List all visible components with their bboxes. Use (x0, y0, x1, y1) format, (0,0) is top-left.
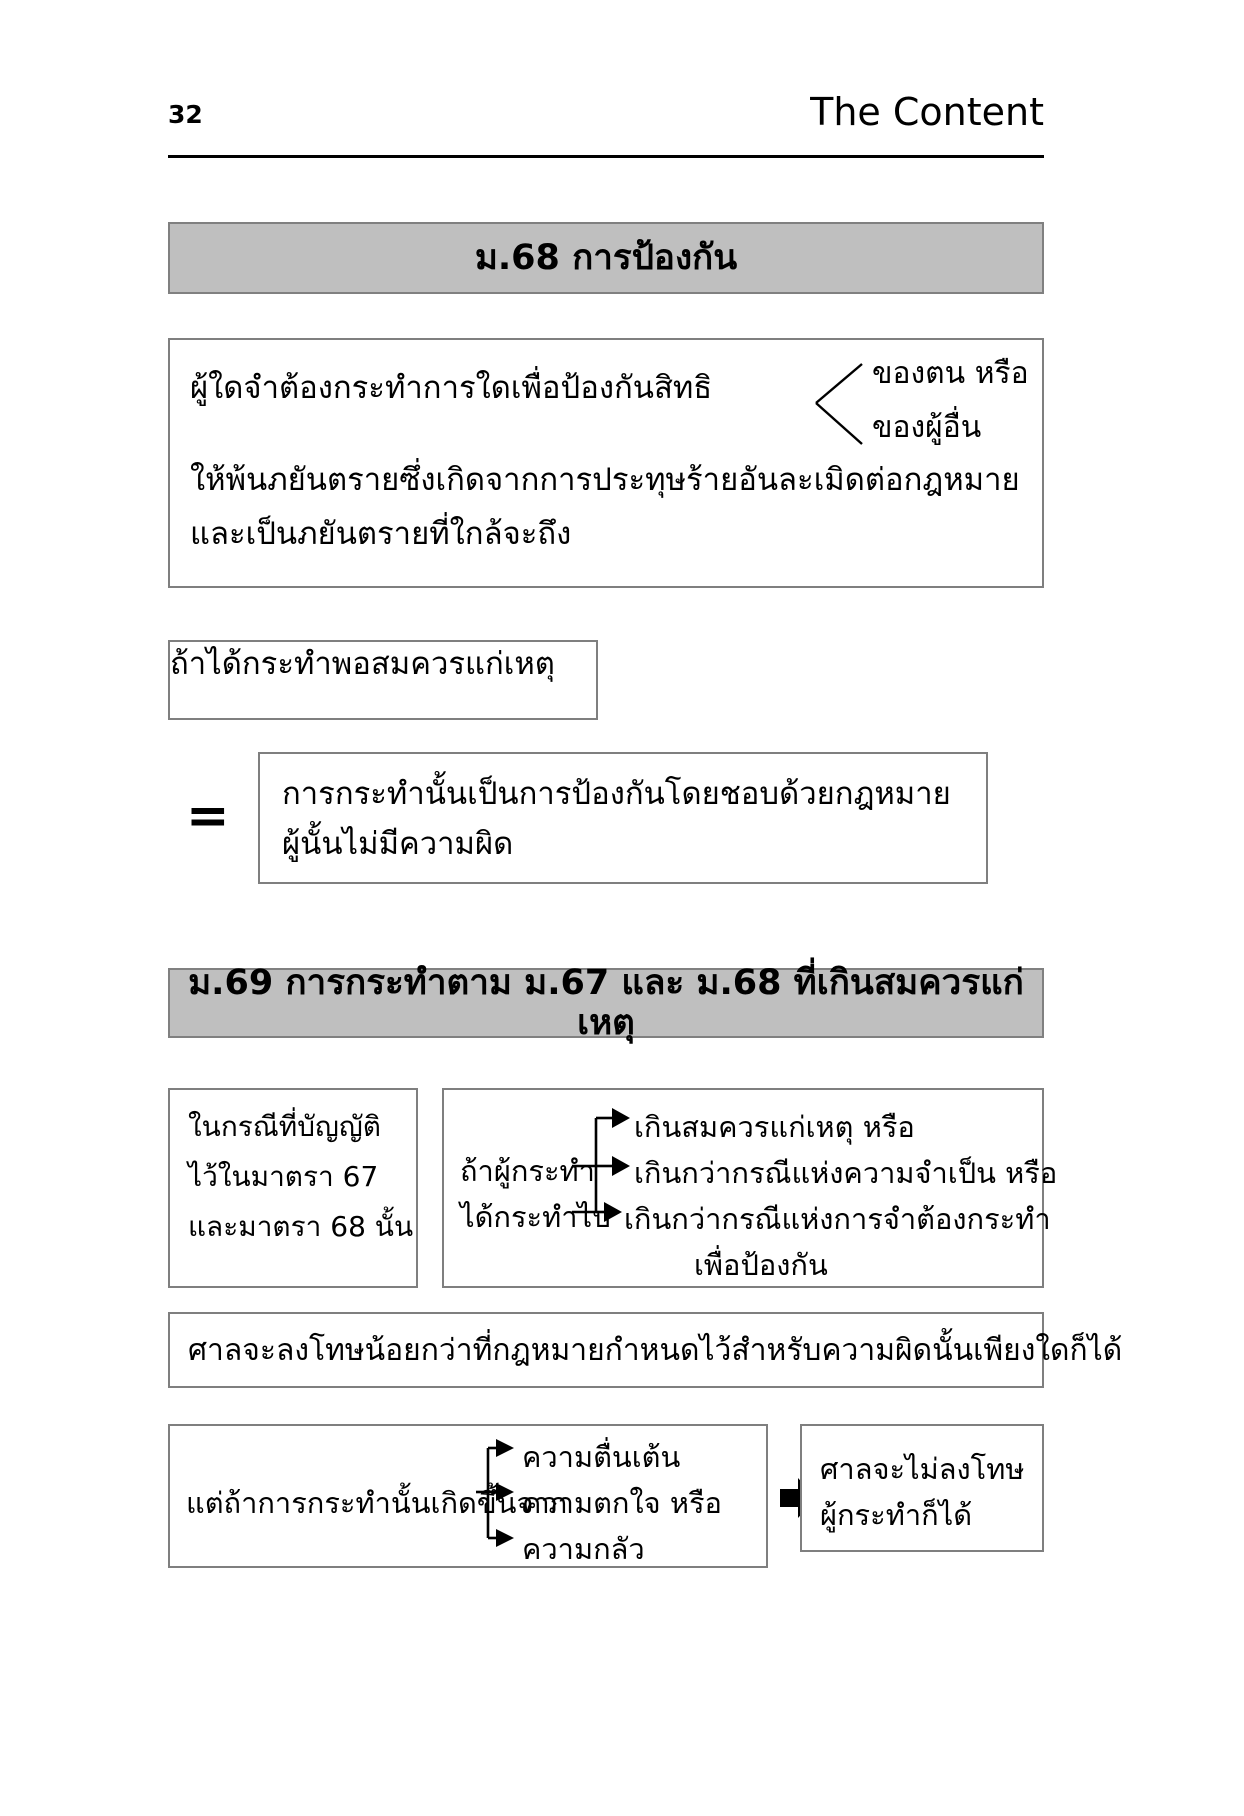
section-heading-69-label: ม.69 การกระทำตาม ม.67 และ ม.68 ที่เกินสมควรแก่เหตุ (188, 962, 1024, 1043)
section-69-excess-item-3: เกินกว่ากรณีแห่งการจำต้องกระทำ (624, 1202, 1051, 1236)
section-68-branch-item-1: ของตน หรือ (872, 356, 1029, 391)
section-69-case-line-1: ในกรณีที่บัญญัติ (188, 1110, 381, 1143)
section-69-emotion-item-1: ความตื่นเต้น (522, 1440, 681, 1474)
section-69-case-line-2: ไว้ในมาตรา 67 (188, 1160, 379, 1193)
section-68-line-1: ผู้ใดจำต้องกระทำการใดเพื่อป้องกันสิทธิ (190, 370, 713, 406)
section-69-excess-box (442, 1088, 1058, 1288)
section-68-main-box (168, 338, 1044, 588)
section-69-emotion-source: แต่ถ้าการกระทำนั้นเกิดขึ้นจาก (186, 1486, 568, 1520)
section-69-court-label: ศาลจะลงโทษน้อยกว่าที่กฎหมายกำหนดไว้สำหรับความผิดนั้นเพียงใดก็ได้ (188, 1333, 1123, 1368)
section-69-case-line-3: และมาตรา 68 นั้น (188, 1210, 414, 1243)
section-69-excess-source-line-2: ได้กระทำไป (460, 1200, 611, 1234)
section-69-no-punishment-line-1: ศาลจะไม่ลงโทษ (820, 1452, 1025, 1486)
section-68-result-line-2: ผู้นั้นไม่มีความผิด (282, 826, 514, 862)
section-68-branch-item-2: ของผู้อื่น (872, 410, 982, 445)
section-68-condition-box (168, 640, 598, 720)
section-69-excess-source-line-1: ถ้าผู้กระทำ (460, 1154, 595, 1188)
page-title: The Content (810, 90, 1044, 134)
section-69-no-punishment-box (800, 1424, 1044, 1552)
section-68-branch-group (810, 348, 1046, 458)
section-69-no-punishment-line-2: ผู้กระทำก็ได้ (820, 1498, 973, 1532)
section-heading-68-label: ม.68 การป้องกัน (474, 237, 738, 278)
page-header (168, 92, 1044, 160)
section-69-emotion-item-3: ความกลัว (522, 1532, 645, 1566)
section-69-excess-item-4: เพื่อป้องกัน (694, 1248, 828, 1282)
section-69-emotion-box (168, 1424, 768, 1568)
section-heading-68 (168, 222, 1044, 294)
header-divider (168, 155, 1044, 158)
section-68-line-2: ให้พ้นภยันตรายซึ่งเกิดจากการประทุษร้ายอันละเมิดต่อกฎหมาย (190, 462, 1020, 498)
section-69-case-box (168, 1088, 418, 1288)
equals-symbol: = (186, 786, 230, 846)
page-number: 32 (168, 100, 203, 129)
section-69-emotion-item-2: ความตกใจ หรือ (522, 1486, 722, 1520)
section-68-result-line-1: การกระทำนั้นเป็นการป้องกันโดยชอบด้วยกฎหมาย (282, 776, 951, 812)
section-68-line-3: และเป็นภยันตรายที่ใกล้จะถึง (190, 516, 572, 552)
section-69-excess-item-1: เกินสมควรแก่เหตุ หรือ (634, 1110, 915, 1144)
section-heading-69 (168, 962, 1044, 1043)
section-68-condition-label: ถ้าได้กระทำพอสมควรแก่เหตุ (170, 646, 555, 682)
section-69-excess-item-2: เกินกว่ากรณีแห่งความจำเป็น หรือ (634, 1156, 1058, 1190)
section-68-result-box (258, 752, 988, 884)
section-69-court-box (168, 1312, 1123, 1388)
